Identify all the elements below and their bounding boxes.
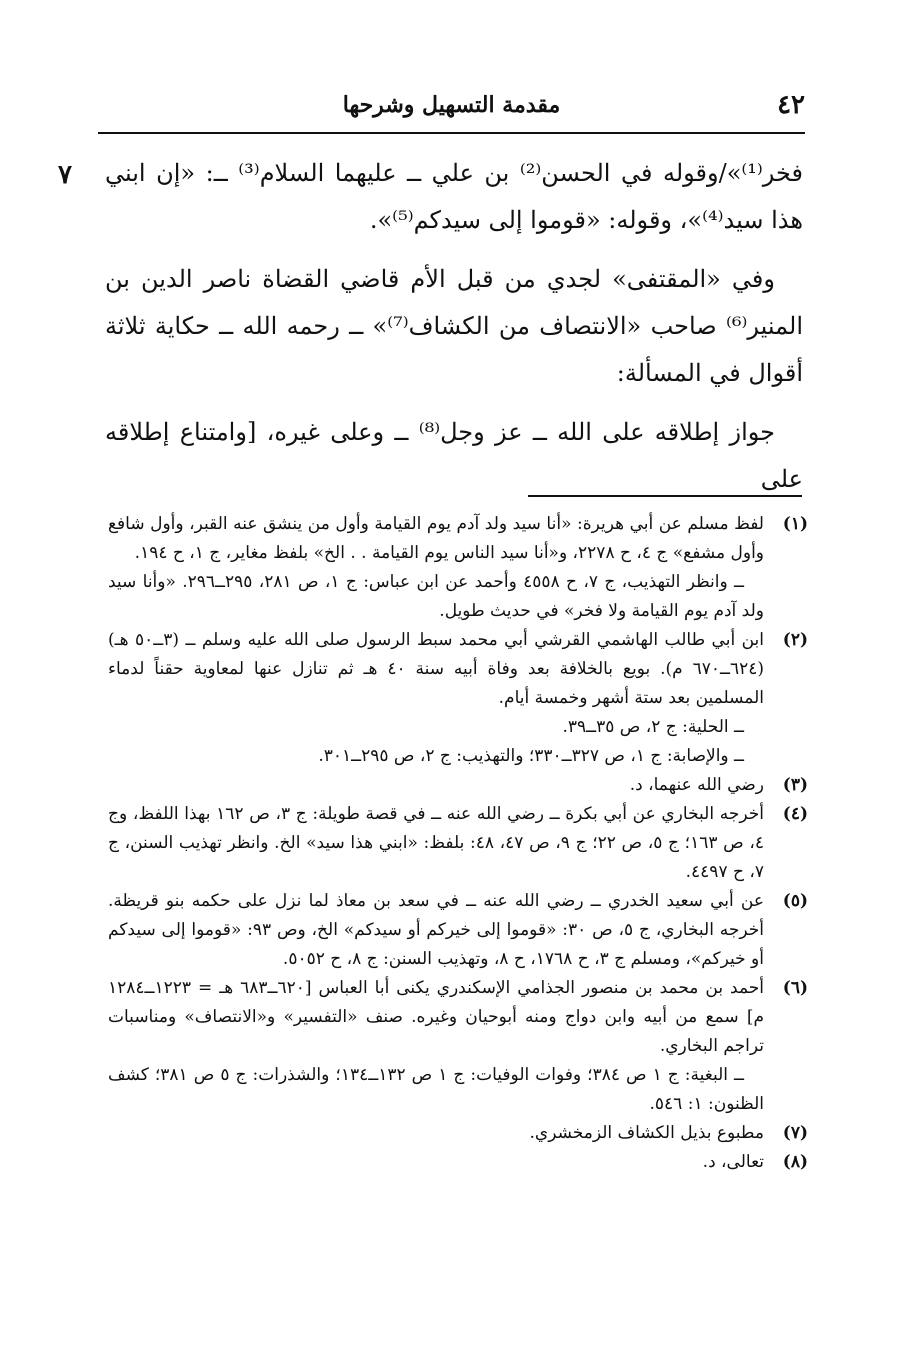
footnote <box>108 1119 808 1148</box>
footnote-number: (٢) <box>782 630 808 650</box>
footnote-body <box>108 800 764 887</box>
page-header <box>98 88 805 128</box>
footnote-number: (٤) <box>782 804 808 824</box>
footnote-line: عن أبي سعيد الخدري ــ رضي الله عنه ــ في سعد بن معاذ لما نزل على حكمه بنو قريظة. أخرجه البخاري، ج ٥، ص ٣٠: «قوموا إلى خيركم أو سيدكم» الخ، وص ٩٣: «قوموا إلى سيدكم أو خيركم»، ومسلم ج ٣، ح ١٧٦٨، ح ٨، وتهذيب السنن: ج ٨، ح ٥٠٥٢. <box>108 891 764 969</box>
footnote-line: ــ الحلية: ج ٢، ص ٣٥ــ٣٩. <box>562 717 744 737</box>
footnote-number: (٦) <box>782 978 808 998</box>
footnote-body <box>108 771 764 800</box>
footnote-line: ــ وانظر التهذيب، ج ٧، ح ٤٥٥٨ وأحمد عن ابن عباس: ج ١، ص ٢٨١، ٢٩٥ــ٢٩٦. «وأنا سيد ولد آدم يوم القيامة ولا فخر» في حديث طويل. <box>108 572 764 621</box>
footnote <box>108 887 808 974</box>
margin-folio-number: ٧ <box>58 160 72 190</box>
body-paragraph-1: فخر⁽¹⁾»/وقوله في الحسن⁽²⁾ بن علي ــ عليهما السلام⁽³⁾ ــ: «إن ابني هذا سيد⁽⁴⁾»، وقوله: «قوموا إلى سيدكم⁽⁵⁾». <box>105 159 804 234</box>
footnote-line: ابن أبي طالب الهاشمي القرشي أبي محمد سبط الرسول صلى الله عليه وسلم ــ (٣ــ٥٠ هـ) (٦٢٤ــ٦٧٠ م). بويع بالخلافة بعد وفاة أبيه سنة ٤٠ هـ ثم تنازل عنها لمعاوية حقناً لدماء المسلمين بعد ستة أشهر وخمسة أيام. <box>108 630 765 708</box>
footnote-line: أخرجه البخاري عن أبي بكرة ــ رضي الله عنه ــ في قصة طويلة: ج ٣، ص ١٦٢ بهذا اللفظ، وج ٤، ص ١٦٣؛ ج ٥، ص ٢٢؛ ج ٩، ص ٤٧، ٤٨: بلفظ: «ابني هذا سيد» الخ. وانظر تهذيب السنن، ج ٧، ح ٤٤٩٧. <box>108 804 764 882</box>
footnote-line: ــ والإصابة: ج ١، ص ٣٢٧ــ٣٣٠؛ والتهذيب: ج ٢، ص ٢٩٥ــ٣٠١. <box>318 746 744 766</box>
footnotes-section <box>108 510 808 1177</box>
footnote-body <box>108 974 764 1119</box>
footnote-line: مطبوع بذيل الكشاف الزمخشري. <box>529 1123 764 1143</box>
footnote <box>108 974 808 1119</box>
footnote <box>108 626 808 771</box>
footnote <box>108 510 808 626</box>
footnote-body <box>108 887 764 974</box>
footnote-number: (٣) <box>782 775 808 795</box>
footnote <box>108 800 808 887</box>
body-paragraph-2: وفي «المقتفى» لجدي من قبل الأم قاضي القضاة ناصر الدين بن المنير⁽⁶⁾ صاحب «الانتصاف من الكشاف⁽⁷⁾» ــ رحمه الله ــ حكاية ثلاثة أقوال في المسألة: <box>105 265 803 387</box>
footnote-number: (٨) <box>782 1152 808 1172</box>
main-text <box>105 150 803 515</box>
header-rule <box>98 132 805 134</box>
footnote-body <box>108 1119 764 1148</box>
footnote <box>108 771 808 800</box>
footnote-body <box>108 510 764 626</box>
footnote-line: ــ البغية: ج ١ ص ٣٨٤؛ وفوات الوفيات: ج ١ ص ١٣٢ــ١٣٤؛ والشذرات: ج ٥ ص ٣٨١؛ كشف الظنون: ١: ٥٤٦. <box>108 1065 764 1114</box>
footnote-body <box>108 1148 764 1177</box>
footnote-number: (١) <box>782 514 808 534</box>
footnote-body <box>108 626 764 771</box>
footnote-line: لفظ مسلم عن أبي هريرة: «أنا سيد ولد آدم يوم القيامة وأول من ينشق عنه القبر، وأول شافع وأول مشفع» ج ٤، ح ٢٢٧٨، و«أنا سيد الناس يوم القيامة . . الخ» بلفظ مغاير، ج ١، ح ١٩٤. <box>108 514 764 563</box>
footnote-separator <box>528 495 802 497</box>
footnote <box>108 1148 808 1177</box>
body-paragraph-3: جواز إطلاقه على الله ــ عز وجل⁽⁸⁾ ــ وعلى غيره، [وامتناع إطلاقه على <box>105 418 803 493</box>
footnote-line: رضي الله عنهما، د. <box>629 775 764 795</box>
footnote-number: (٧) <box>782 1123 808 1143</box>
page-number: ٤٢ <box>777 90 805 120</box>
footnote-line: أحمد بن محمد بن منصور الجذامي الإسكندري يكنى أبا العباس [٦٢٠ــ٦٨٣ هـ = ١٢٢٣ــ١٢٨٤ م] سمع من أبيه وابن دواج ومنه أبوحيان وغيره. صنف «التفسير» و«الانتصاف» ومناسبات تراجم البخاري. <box>108 978 765 1056</box>
footnote-line: تعالى، د. <box>702 1152 764 1172</box>
running-title: مقدمة التسهيل وشرحها <box>342 92 561 118</box>
footnote-number: (٥) <box>782 891 808 911</box>
